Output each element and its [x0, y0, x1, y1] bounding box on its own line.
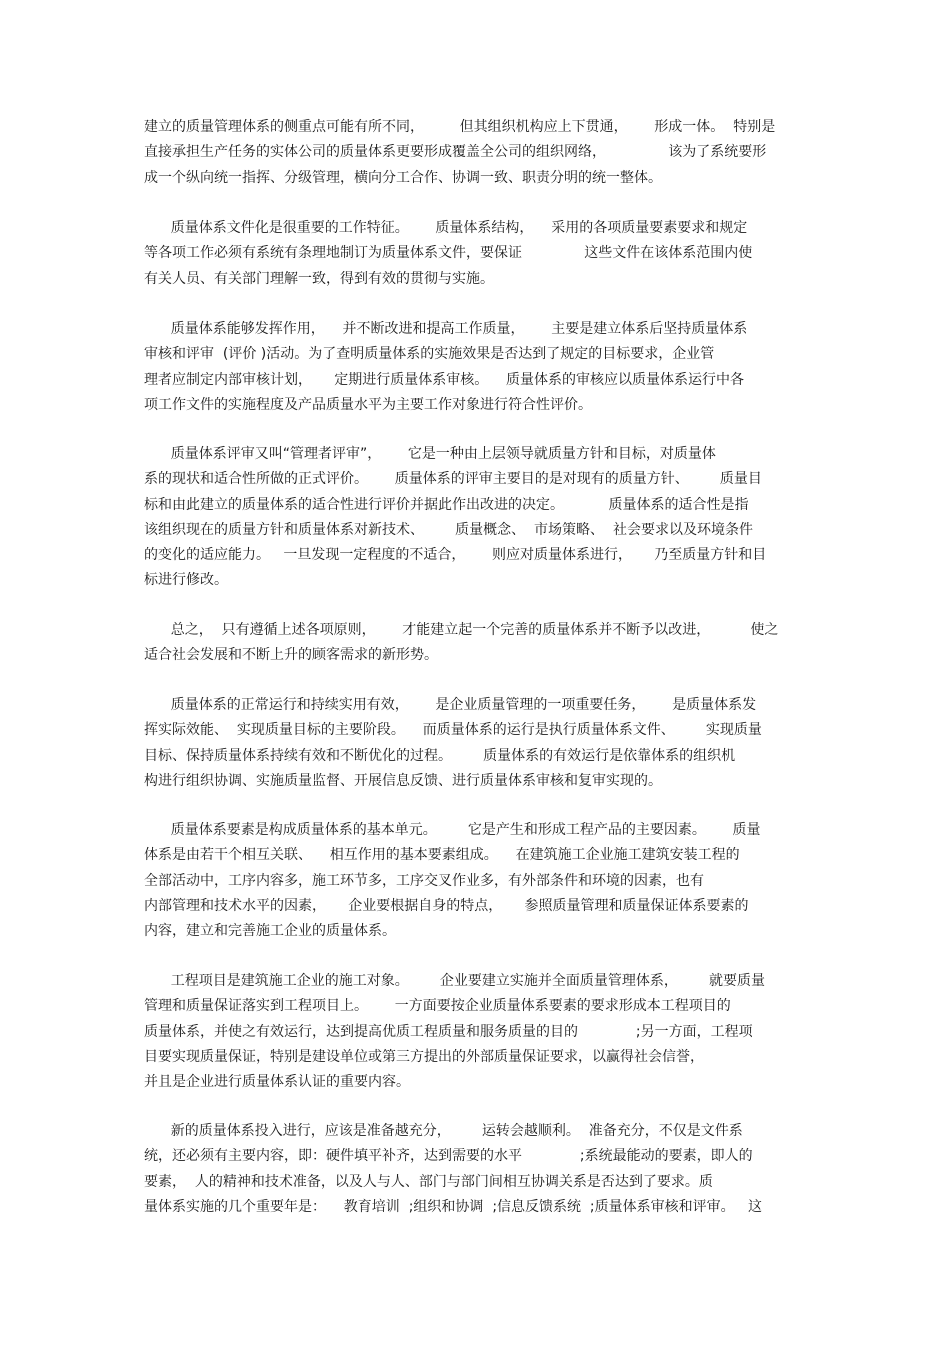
text-line: 目要实现质量保证，特别是建设单位或第三方提出的外部质量保证要求，以赢得社会信誉， [144, 1048, 704, 1065]
text-line: 理者应制定内部审核计划， 定期进行质量体系审核。 质量体系的审核应以质量体系运行中各 [144, 371, 745, 388]
text-line: 量体系实施的几个重要年是： 教育培训 ;组织和协调 ;信息反馈系统 ;质量体系审核和评审。 这 [144, 1198, 763, 1215]
text-line: 工程项目是建筑施工企业的施工对象。 企业要建立实施并全面质量管理体系， 就要质量 [144, 973, 766, 989]
text-line: 内部管理和技术水平的因素， 企业要根据自身的特点， 参照质量管理和质量保证体系要素的 [144, 897, 749, 914]
paragraph-6 [144, 693, 814, 794]
text-line: 质量体系能够发挥作用， 并不断改进和提高工作质量， 主要是建立体系后坚持质量体系 [144, 321, 748, 337]
text-line: 内容，建立和完善施工企业的质量体系。 [144, 923, 396, 940]
text-line: 的变化的适应能力。 一旦发现一定程度的不适合， 则应对质量体系进行， 乃至质量方针和目 [144, 547, 767, 564]
text-line: 总之， 只有遵循上述各项原则， 才能建立起一个完善的质量体系并不断予以改进， 使之 [144, 622, 779, 638]
paragraph-7 [144, 818, 814, 944]
text-line: 新的质量体系投入进行，应该是准备越充分， 运转会越顺利。 准备充分，不仅是文件系 [144, 1123, 743, 1139]
paragraph-4 [144, 442, 814, 594]
text-line: 质量体系要素是构成质量体系的基本单元。 它是产生和形成工程产品的主要因素。 质量 [144, 822, 761, 838]
text-line: 目标、保持质量体系持续有效和不断优化的过程。 质量体系的有效运行是依靠体系的组织机 [144, 747, 736, 764]
text-line: 统，还必须有主要内容，即：硬件填平补齐，达到需要的水平 ;系统最能动的要素，即人的 [144, 1148, 753, 1165]
text-line: 审核和评审 (评价 )活动。为了查明质量体系的实施效果是否达到了规定的目标要求，企业管 [144, 346, 715, 363]
text-line: 标和由此建立的质量体系的适合性进行评价并据此作出改进的决定。 质量体系的适合性是指 [144, 496, 749, 513]
text-line: 质量体系文件化是很重要的工作特征。 质量体系结构， 采用的各项质量要素要求和规定 [144, 220, 748, 236]
text-line: 等各项工作必须有系统有条理地制订为质量体系文件，要保证 这些文件在该体系范围内使 [144, 245, 753, 262]
paragraph-5 [144, 618, 814, 669]
text-line: 管理和质量保证落实到工程项目上。 一方面要按企业质量体系要素的要求形成本工程项目的 [144, 998, 731, 1015]
text-line: 质量体系评审又叫“管理者评审”， 它是一种由上层领导就质量方针和目标，对质量体 [144, 446, 716, 462]
text-line: 标进行修改。 [144, 572, 228, 589]
text-line: 质量体系，并使之有效运行，达到提高优质工程质量和服务质量的目的 ;另一方面，工程项 [144, 1023, 753, 1040]
paragraph-8 [144, 969, 814, 1095]
text-line: 建立的质量管理体系的侧重点可能有所不同， 但其组织机构应上下贯通， 形成一体。 特别是 [144, 119, 776, 135]
text-line: 成一个纵向统一指挥、分级管理，横向分工合作、协调一致、职责分明的统一整体。 [144, 169, 662, 186]
text-line: 项工作文件的实施程度及产品质量水平为主要工作对象进行符合性评价。 [144, 396, 592, 413]
paragraph-1 [144, 115, 814, 191]
text-line: 质量体系的正常运行和持续实用有效， 是企业质量管理的一项重要任务， 是质量体系发 [144, 697, 757, 713]
text-line: 有关人员、有关部门理解一致，得到有效的贯彻与实施。 [144, 270, 494, 287]
paragraph-2 [144, 216, 814, 292]
text-line: 适合社会发展和不断上升的顾客需求的新形势。 [144, 647, 438, 664]
text-line: 挥实际效能、 实现质量目标的主要阶段。 而质量体系的运行是执行质量体系文件、 实现质量 [144, 722, 762, 739]
text-line: 直接承担生产任务的实体公司的质量体系更要形成覆盖全公司的组织网络， 该为了系统要形 [144, 144, 767, 161]
paragraph-9 [144, 1119, 814, 1220]
text-line: 要素， 人的精神和技术准备，以及人与人、部门与部门间相互协调关系是否达到了要求。质 [144, 1173, 713, 1190]
text-line: 并且是企业进行质量体系认证的重要内容。 [144, 1074, 410, 1091]
text-line: 体系是由若干个相互关联、 相互作用的基本要素组成。 在建筑施工企业施工建筑安装工程的 [144, 847, 740, 864]
text-line: 全部活动中，工序内容多，施工环节多，工序交叉作业多，有外部条件和环境的因素，也有 [144, 872, 704, 889]
paragraph-3 [144, 317, 814, 418]
text-line: 系的现状和适合性所做的正式评价。 质量体系的评审主要目的是对现有的质量方针、 质量目 [144, 471, 762, 488]
text-line: 该组织现在的质量方针和质量体系对新技术、 质量概念、 市场策略、 社会要求以及环境条件 [144, 521, 753, 538]
text-line: 构进行组织协调、实施质量监督、开展信息反馈、进行质量体系审核和复审实现的。 [144, 772, 662, 789]
